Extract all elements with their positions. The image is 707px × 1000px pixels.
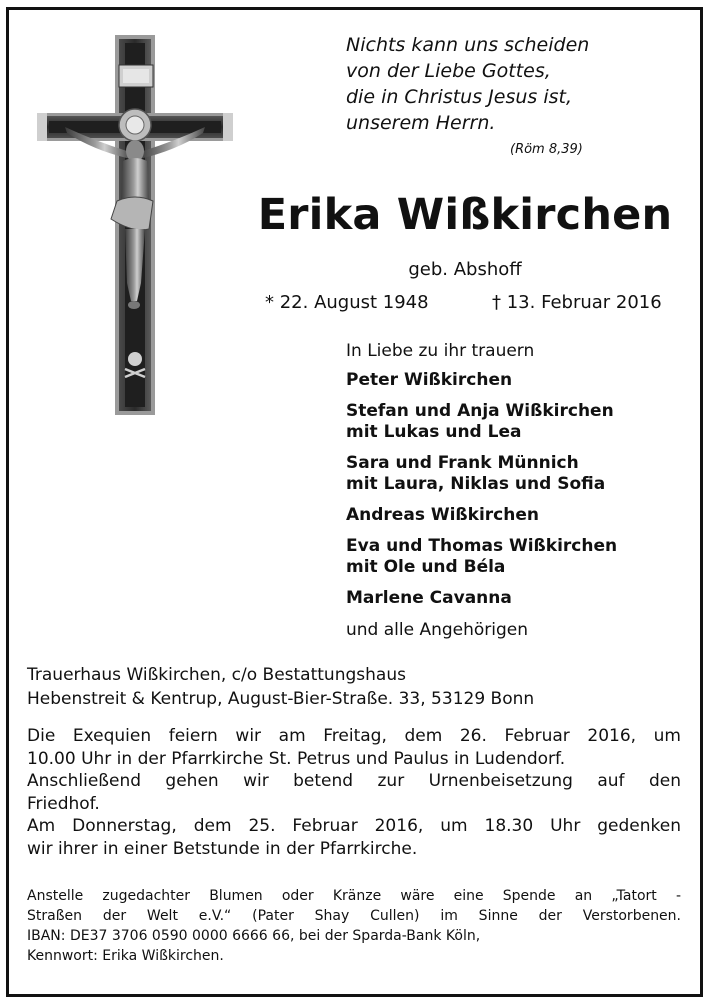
service-line: Die Exequien feiern wir am Freitag, dem 26. Februar 2016, um [27, 726, 681, 746]
donation-line: Kennwort: Erika Wißkirchen. [27, 948, 224, 964]
mourners-list [346, 340, 686, 641]
mourner-group [346, 536, 686, 578]
mourner-line: mit Laura, Niklas und Sofia [346, 474, 606, 494]
mourner-group [346, 453, 686, 495]
address-line: Hebenstreit & Kentrup, August-Bier-Straße. 33, 53129 Bonn [27, 689, 535, 709]
mourner-line: Stefan und Anja Wißkirchen [346, 401, 614, 421]
service-line: Anschließend gehen wir betend zur Urnenbeisetzung auf den [27, 771, 681, 791]
mourner-line: Eva und Thomas Wißkirchen [346, 536, 618, 556]
mourner-line: Andreas Wißkirchen [346, 505, 539, 525]
mourner-group [346, 370, 686, 391]
mourning-house-address [27, 663, 534, 711]
donation-line: Anstelle zugedachter Blumen oder Kränze wäre eine Spende an „Tatort - [27, 888, 681, 904]
mourner-group [346, 401, 686, 443]
death-date: † 13. Februar 2016 [492, 292, 662, 313]
mourner-line: Marlene Cavanna [346, 588, 512, 608]
mourner-line: mit Ole und Béla [346, 557, 506, 577]
service-line: 10.00 Uhr in der Pfarrkirche St. Petrus und Paulus in Ludendorf. [27, 748, 566, 769]
birth-date: * 22. August 1948 [265, 292, 429, 313]
deceased-name: Erika Wißkirchen [257, 190, 673, 240]
service-line: Am Donnerstag, dem 25. Februar 2016, um 18.30 Uhr gedenken [27, 816, 681, 836]
verse-line: von der Liebe Gottes, [346, 60, 551, 82]
mourner-line: Peter Wißkirchen [346, 370, 513, 390]
mourner-group [346, 588, 686, 609]
donation-line: IBAN: DE37 3706 0590 0000 6666 66, bei der Sparda-Bank Köln, [27, 928, 481, 944]
maiden-name: geb. Abshoff [408, 259, 522, 280]
donation-line: Straßen der Welt e.V.“ (Pater Shay Cullen) im Sinne der Verstorbenen. [27, 908, 681, 924]
donation-info [27, 886, 681, 966]
verse-reference: (Röm 8,39) [510, 142, 583, 157]
service-info [27, 725, 681, 860]
mourner-line: mit Lukas und Lea [346, 422, 522, 442]
bible-verse [346, 32, 589, 136]
mourner-line: Sara und Frank Münnich [346, 453, 579, 473]
mourners-outro: und alle Angehörigen [346, 620, 529, 640]
verse-line: die in Christus Jesus ist, [346, 86, 572, 108]
mourners-intro: In Liebe zu ihr trauern [346, 341, 535, 361]
crucifix-icon [35, 33, 235, 418]
address-line: Trauerhaus Wißkirchen, c/o Bestattungshaus [27, 665, 406, 685]
mourner-group [346, 505, 686, 526]
verse-line: Nichts kann uns scheiden [346, 34, 590, 56]
service-line: Friedhof. [27, 793, 100, 814]
verse-line: unserem Herrn. [346, 112, 496, 134]
service-line: wir ihrer in einer Betstunde in der Pfarrkirche. [27, 838, 418, 859]
